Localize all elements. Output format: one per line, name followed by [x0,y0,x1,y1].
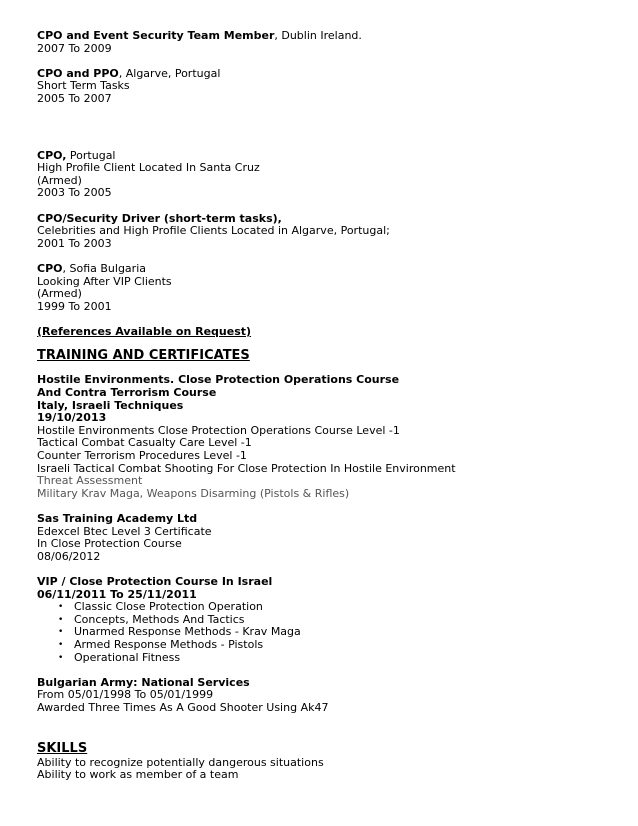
experience-title: CPO, [37,148,67,162]
experience-detail: 2007 To 2009 [37,41,112,55]
list-item-text: Operational Fitness [74,650,181,664]
training-date: 08/06/2012 [37,549,101,563]
list-item-text: Unarmed Response Methods - Krav Maga [74,625,301,639]
experience-title: CPO and PPO [37,66,119,80]
training-title: Sas Training Academy Ltd [37,512,198,525]
experience-detail: (Armed) [37,173,82,187]
training-entry-sas [37,513,627,563]
experience-location: , Algarve, Portugal [118,66,221,80]
training-date: 19/10/2013 [37,411,107,425]
training-title: VIP / Close Protection Course In Israel [37,574,273,588]
experience-location: , Sofia Bulgaria [62,261,146,275]
experience-detail: 2003 To 2005 [37,186,112,200]
training-entry-army [37,677,627,715]
list-item-text: Armed Response Methods - Pistols [74,637,264,651]
skills-heading: SKILLS [37,740,88,756]
experience-detail: (Armed) [37,287,82,301]
training-title: And Contra Terrorism Course [37,386,217,400]
experience-entry [37,30,627,55]
bullet-icon: • [58,602,64,613]
experience-detail: 2005 To 2007 [37,91,112,105]
experience-entry [37,213,627,251]
experience-detail: Looking After VIP Clients [37,274,172,288]
experience-entry [37,68,627,106]
experience-title-line [37,30,627,43]
bullet-icon: • [58,639,64,650]
training-detail: Threat Assessment [37,474,143,488]
experience-detail: Short Term Tasks [37,79,130,93]
experience-title-line [37,263,627,276]
bullet-icon: • [58,652,64,663]
bullet-icon: • [58,614,64,625]
skill-item: Ability to recognize potentially dangerous situations [37,755,324,769]
training-entry-vip [37,576,627,664]
experience-detail: 2001 To 2003 [37,236,112,250]
list-item [37,652,627,665]
training-detail: Military Krav Maga, Weapons Disarming (Pistols & Rifles) [37,486,350,500]
experience-detail: High Profile Client Located In Santa Cruz [37,161,260,175]
list-item-text: Concepts, Methods And Tactics [74,612,245,626]
experience-title: CPO [37,261,63,275]
training-detail: From 05/01/1998 To 05/01/1999 [37,688,214,702]
training-detail: Awarded Three Times As A Good Shooter Using Ak47 [37,700,329,714]
training-heading: TRAINING AND CERTIFICATES [37,348,250,364]
experience-entry [37,150,627,200]
bullet-icon: • [58,627,64,638]
experience-location: , Dublin Ireland. [274,29,362,42]
references-note: (References Available on Request) [37,324,252,338]
training-title: Italy, Israeli Techniques [37,398,184,412]
list-item-text: Classic Close Protection Operation [74,600,263,614]
training-title: Bulgarian Army: National Services [37,675,250,689]
skill-item: Ability to work as member of a team [37,768,239,782]
training-detail: Hostile Environments Close Protection Operations Course Level -1 [37,423,400,437]
training-title: Hostile Environments. Close Protection Operations Course [37,373,400,387]
training-detail: Edexcel Btec Level 3 Certificate [37,524,212,538]
training-detail: In Close Protection Course [37,537,182,551]
training-detail: Tactical Combat Casualty Care Level -1 [37,436,252,450]
resume-page [37,30,627,782]
training-date: 06/11/2011 To 25/11/2011 [37,587,197,601]
experience-title: CPO/Security Driver (short-term tasks), [37,211,282,225]
training-detail: Counter Terrorism Procedures Level -1 [37,449,247,463]
experience-detail: Celebrities and High Profile Clients Located in Algarve, Portugal; [37,224,390,238]
training-entry-hostile [37,374,627,500]
experience-location: Portugal [66,148,116,162]
training-detail: Israeli Tactical Combat Shooting For Close Protection In Hostile Environment [37,461,456,475]
vip-bullet-list [37,601,627,664]
experience-detail: 1999 To 2001 [37,299,112,313]
experience-title: CPO and Event Security Team Member [37,29,275,42]
experience-entry [37,263,627,313]
